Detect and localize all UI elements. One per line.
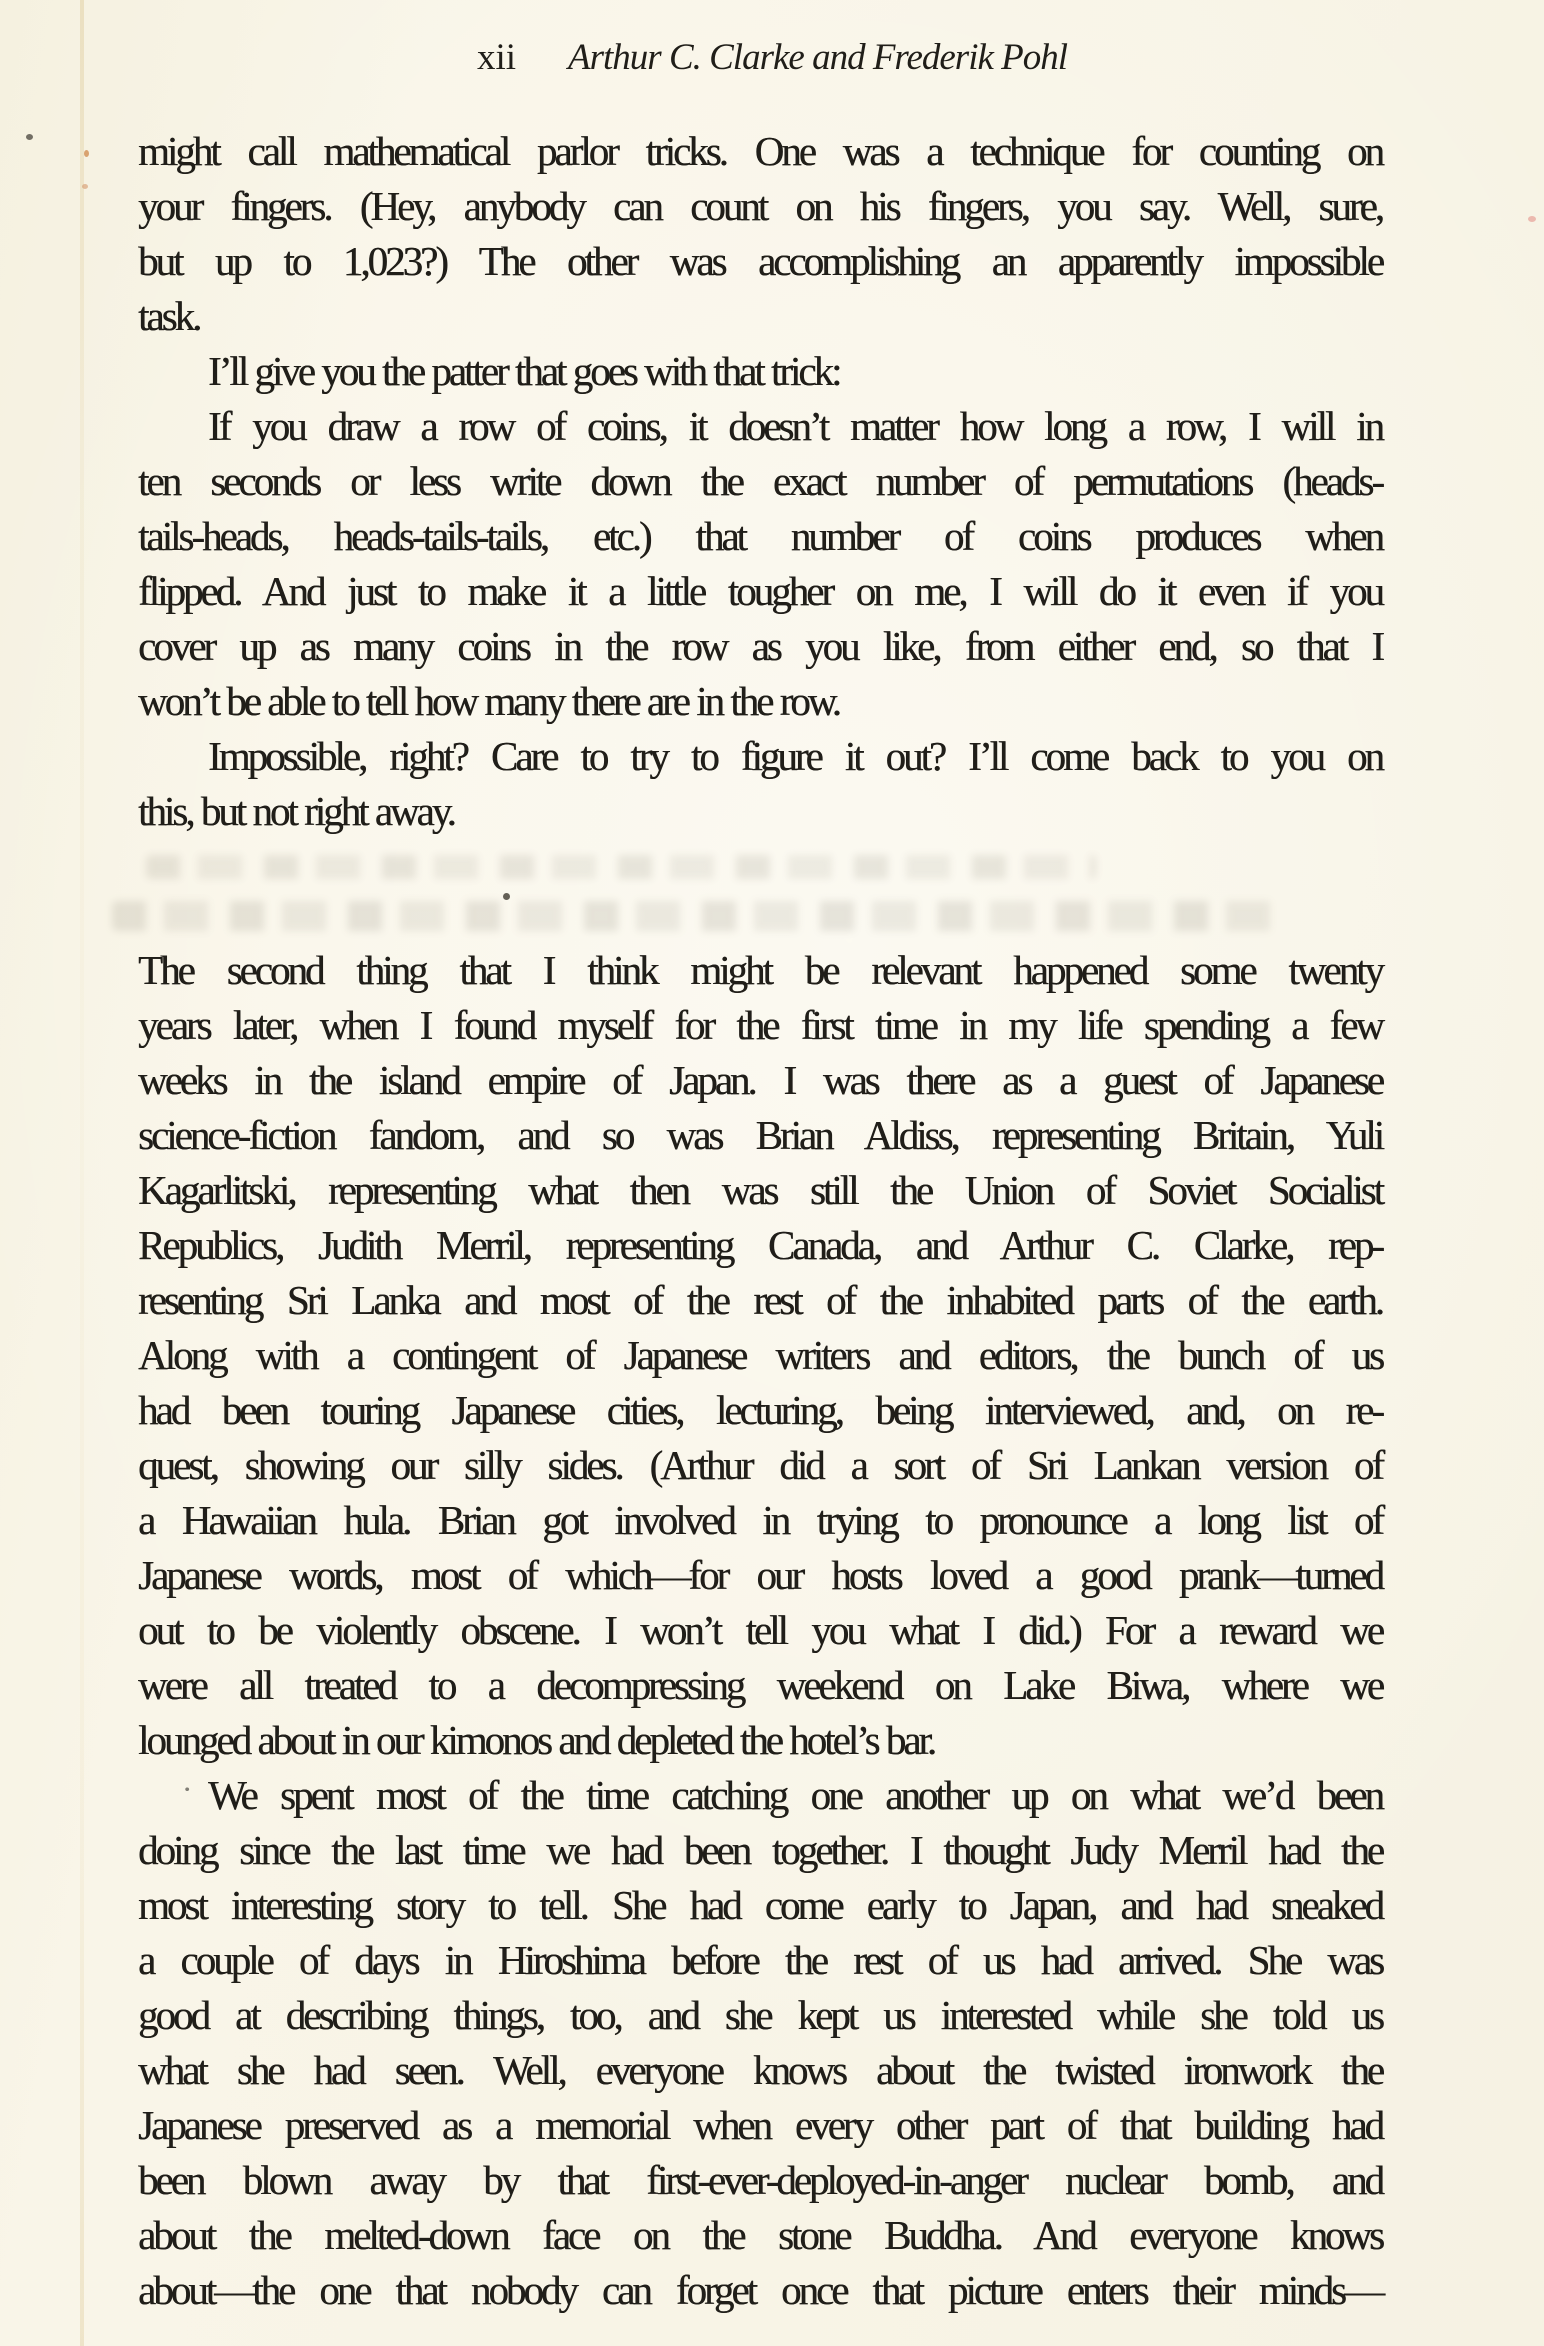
showthrough-ghost-line xyxy=(112,901,1272,931)
text-line: lounged about in our kimonos and depleted the hotel’s bar. xyxy=(138,1717,935,1763)
text-line: weeks in the island empire of Japan. I was there as a guest of Japanese xyxy=(138,1057,1382,1103)
text-block xyxy=(138,124,1382,2318)
text-line: years later, when I found myself for the first time in my life spending a few xyxy=(138,1002,1382,1048)
paragraph xyxy=(138,1768,1382,2318)
text-line: won’t be able to tell how many there are in the row. xyxy=(138,678,839,724)
page-number: xii xyxy=(476,37,517,78)
running-header xyxy=(0,36,1544,79)
text-line: flipped. And just to make it a little tougher on me, I will do it even if you xyxy=(138,568,1382,614)
text-line: cover up as many coins in the row as you like, from either end, so that I xyxy=(138,623,1382,669)
text-line: · We spent most of the time catching one another up on what we’d been xyxy=(138,1768,1382,1823)
text-line: quest, showing our silly sides. (Arthur did a sort of Sri Lankan version of xyxy=(138,1442,1382,1488)
page-crease-artifact xyxy=(80,0,84,2346)
text-line: good at describing things, too, and she kept us interested while she told us xyxy=(138,1992,1382,2038)
showthrough-ghost-line xyxy=(146,855,1096,879)
text-line: a Hawaiian hula. Brian got involved in trying to pronounce a long list of xyxy=(138,1497,1382,1543)
text-line: doing since the last time we had been together. I thought Judy Merril had the xyxy=(138,1827,1382,1873)
text-line: about—the one that nobody can forget once that picture enters their minds— xyxy=(138,2267,1382,2313)
text-line: task. xyxy=(138,293,200,339)
paragraph xyxy=(138,399,1382,729)
text-line: I’ll give you the patter that goes with that trick: xyxy=(208,348,840,394)
paragraph xyxy=(138,729,1382,839)
paragraph xyxy=(138,943,1382,1768)
text-line: out to be violently obscene. I won’t tell you what I did.) For a reward we xyxy=(138,1607,1382,1653)
text-line: about the melted-down face on the stone Buddha. And everyone knows xyxy=(138,2212,1382,2258)
text-line: ten seconds or less write down the exact number of permutations (heads- xyxy=(138,458,1382,504)
scan-speck xyxy=(1528,216,1536,222)
text-line: science-fiction fandom, and so was Brian Aldiss, representing Britain, Yuli xyxy=(138,1112,1382,1158)
text-line: The second thing that I think might be relevant happened some twenty xyxy=(138,947,1382,993)
text-line: a couple of days in Hiroshima before the rest of us had arrived. She was xyxy=(138,1937,1382,1983)
paragraph xyxy=(138,124,1382,344)
text-line: might call mathematical parlor tricks. One was a technique for counting on xyxy=(138,128,1382,174)
running-title: Arthur C. Clarke and Frederik Pohl xyxy=(568,37,1068,78)
text-line: Japanese preserved as a memorial when every other part of that building had xyxy=(138,2102,1382,2148)
text-line: had been touring Japanese cities, lecturing, being interviewed, and, on re- xyxy=(138,1387,1382,1433)
scan-speck xyxy=(26,134,33,140)
text-line: were all treated to a decompressing weekend on Lake Biwa, where we xyxy=(138,1662,1382,1708)
text-line: Japanese words, most of which—for our hosts loved a good prank—turned xyxy=(138,1552,1382,1598)
scan-speck xyxy=(84,150,89,157)
text-line: Republics, Judith Merril, representing Canada, and Arthur C. Clarke, rep- xyxy=(138,1222,1382,1268)
text-line: Kagarlitski, representing what then was still the Union of Soviet Socialist xyxy=(138,1167,1382,1213)
stray-ink-mark: · xyxy=(182,1773,192,1806)
text-line: what she had seen. Well, everyone knows about the twisted ironwork the xyxy=(138,2047,1382,2093)
text-line: but up to 1,023?) The other was accomplishing an apparently impossible xyxy=(138,238,1382,284)
scan-speck xyxy=(82,184,88,189)
text-line: If you draw a row of coins, it doesn’t matter how long a row, I will in xyxy=(208,403,1382,449)
text-line: Impossible, right? Care to try to figure it out? I’ll come back to you on xyxy=(208,733,1382,779)
paragraph xyxy=(138,344,1382,399)
section-break xyxy=(138,839,1382,943)
text-line: Along with a contingent of Japanese writers and editors, the bunch of us xyxy=(138,1332,1382,1378)
text-line: most interesting story to tell. She had come early to Japan, and had sneaked xyxy=(138,1882,1382,1928)
text-line: this, but not right away. xyxy=(138,788,454,834)
text-line: tails-heads, heads-tails-tails, etc.) that number of coins produces when xyxy=(138,513,1382,559)
text-line: resenting Sri Lanka and most of the rest of the inhabited parts of the earth. xyxy=(138,1277,1382,1323)
text-line: been blown away by that first-ever-deployed-in-anger nuclear bomb, and xyxy=(138,2157,1382,2203)
text-line: your fingers. (Hey, anybody can count on his fingers, you say. Well, sure, xyxy=(138,183,1382,229)
